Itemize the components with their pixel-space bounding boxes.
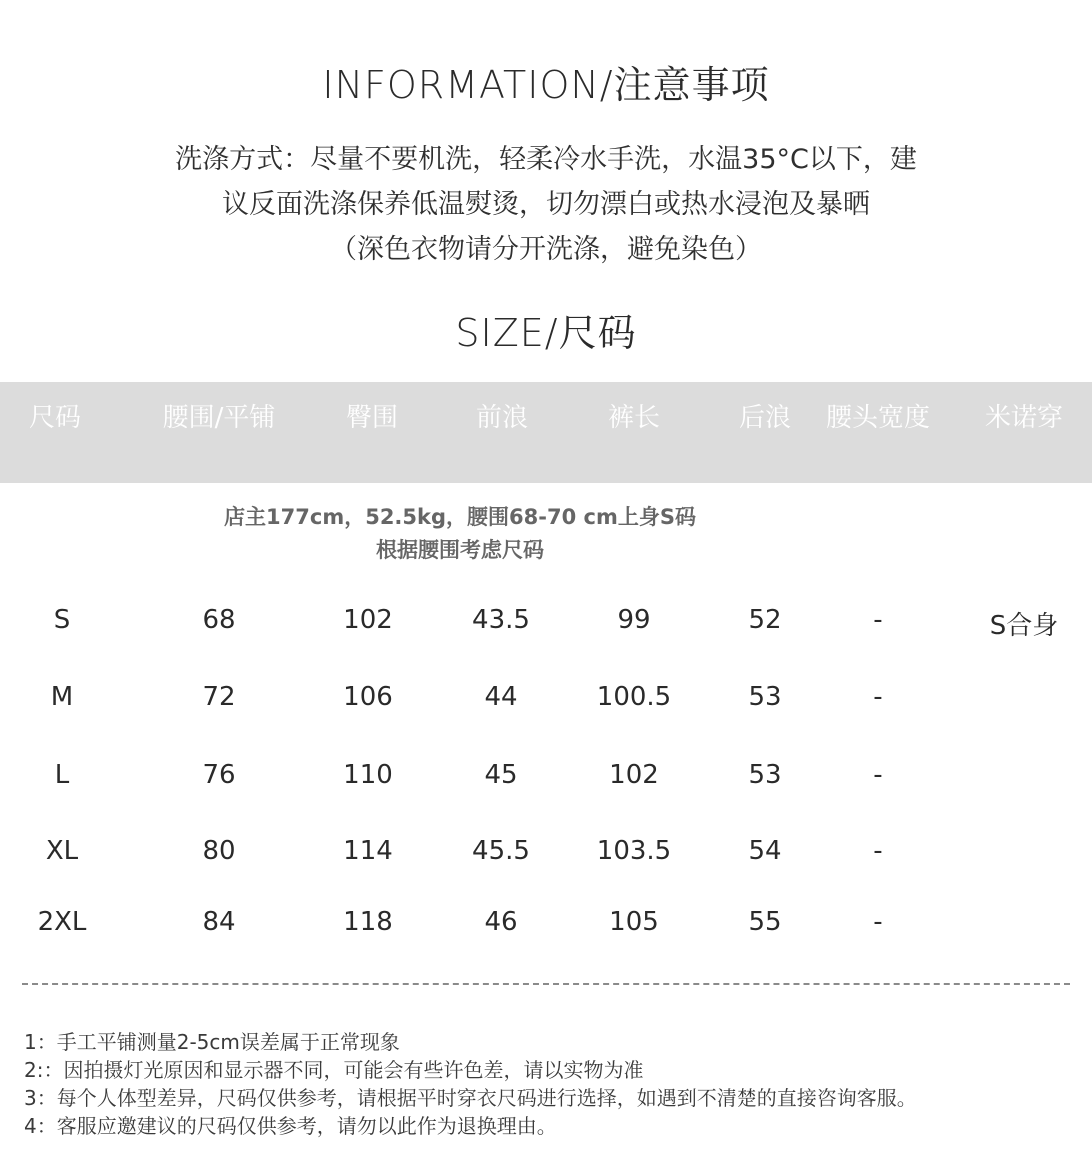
table-cell: 76 [202, 760, 236, 790]
table-cell: 45.5 [472, 836, 530, 866]
model-note: 店主177cm，52.5kg，腰围68-70 cm上身S码 [224, 505, 696, 529]
header-hip: 臀围 [345, 403, 399, 433]
care-line: （深色衣物请分开洗涤，避免染色） [330, 234, 762, 265]
table-cell: 46 [484, 907, 518, 937]
model-note-sub: 根据腰围考虑尺码 [376, 538, 544, 562]
table-cell: 44 [484, 682, 518, 712]
table-cell: 52 [748, 605, 782, 635]
table-cell: 102 [343, 605, 393, 635]
table-cell: - [873, 836, 883, 866]
header-waist: 腰围/平铺 [162, 403, 276, 433]
footnote-4: 4：客服应邀建议的尺码仅供参考，请勿以此作为退换理由。 [24, 1114, 557, 1138]
table-cell: 53 [748, 682, 782, 712]
table-cell: 84 [202, 907, 236, 937]
table-cell: 68 [202, 605, 236, 635]
footnote-2: 2:：因拍摄灯光原因和显示器不同，可能会有些许色差，请以实物为准 [24, 1058, 644, 1082]
table-cell: - [873, 760, 883, 790]
table-cell: 45 [484, 760, 518, 790]
header-back-rise: 后浪 [738, 403, 792, 433]
care-line: 议反面洗涤保养低温熨烫，切勿漂白或热水浸泡及暴晒 [222, 189, 870, 220]
table-cell: 43.5 [472, 605, 530, 635]
table-cell: 110 [343, 760, 393, 790]
table-cell: - [873, 907, 883, 937]
header-waistband: 腰头宽度 [825, 403, 931, 433]
footnote-3: 3：每个人体型差异，尺码仅供参考，请根据平时穿衣尺码进行选择，如遇到不清楚的直接咨询客服。 [24, 1086, 917, 1110]
table-cell: 99 [617, 605, 651, 635]
table-cell: 118 [343, 907, 393, 937]
footnote-1: 1：手工平铺测量2-5cm误差属于正常现象 [24, 1030, 400, 1054]
table-cell: - [873, 682, 883, 712]
table-cell: XL [45, 836, 79, 866]
table-cell: 105 [609, 907, 659, 937]
table-cell: 102 [609, 760, 659, 790]
header-model-fit: 米诺穿 [984, 403, 1064, 433]
header-length: 裤长 [607, 403, 661, 433]
table-cell: - [873, 605, 883, 635]
table-cell: 106 [343, 682, 393, 712]
care-instructions [0, 137, 1092, 272]
table-cell: M [50, 682, 74, 712]
table-cell: 80 [202, 836, 236, 866]
table-cell: 54 [748, 836, 782, 866]
table-cell: S [53, 605, 71, 635]
care-line: 洗涤方式：尽量不要机洗，轻柔冷水手洗，水温35°C以下，建 [175, 144, 917, 175]
dashed-divider [22, 983, 1070, 985]
table-cell: 53 [748, 760, 782, 790]
table-cell: 2XL [37, 907, 87, 937]
table-cell: 103.5 [596, 836, 672, 866]
header-size: 尺码 [28, 403, 82, 433]
table-cell: L [54, 760, 70, 790]
information-title: INFORMATION/注意事项 [322, 63, 770, 107]
table-cell: 55 [748, 907, 782, 937]
table-cell: 72 [202, 682, 236, 712]
size-title: SIZE/尺码 [455, 311, 637, 355]
table-cell: 114 [343, 836, 393, 866]
header-front-rise: 前浪 [475, 403, 529, 433]
table-cell: 100.5 [596, 682, 672, 712]
table-cell: S合身 [989, 611, 1059, 641]
